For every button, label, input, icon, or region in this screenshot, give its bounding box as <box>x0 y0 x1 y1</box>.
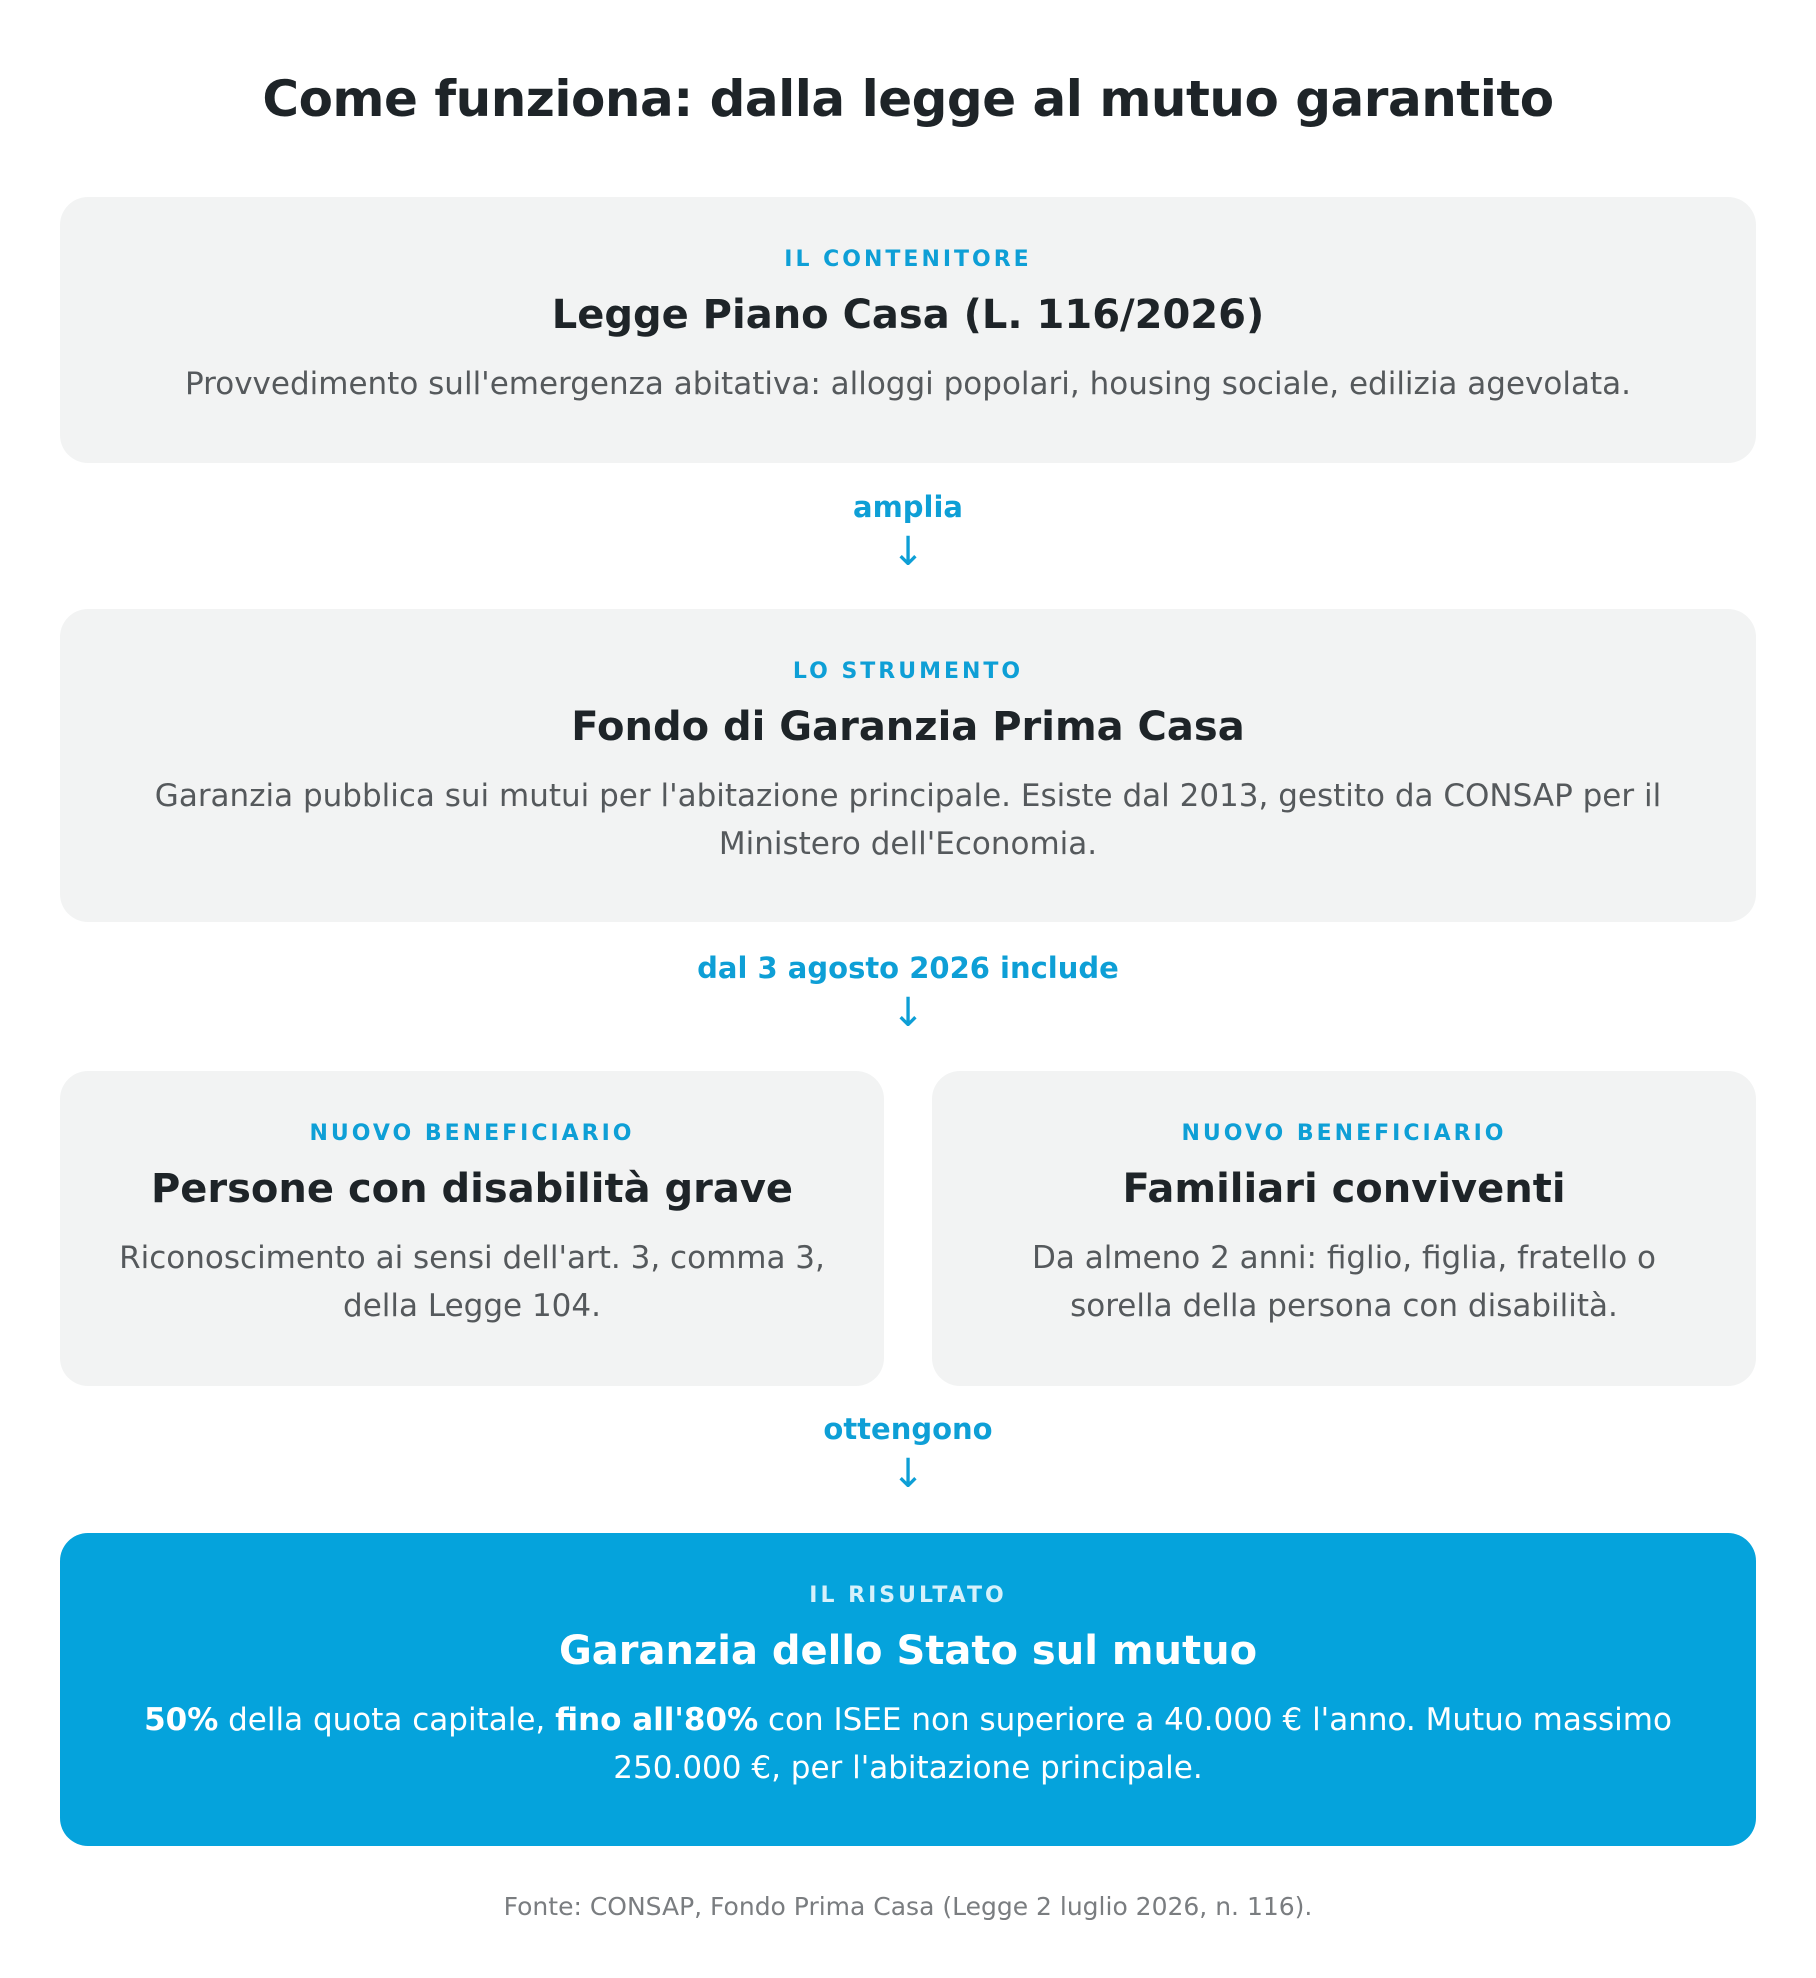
arrow-down-icon: ↓ <box>891 1451 925 1497</box>
description-text: della quota capitale, <box>218 1702 556 1738</box>
card-title: Garanzia dello Stato sul mutuo <box>558 1628 1258 1674</box>
card-title: Legge Piano Casa (L. 116/2026) <box>551 292 1265 338</box>
card-description <box>120 1696 1696 1792</box>
card-beneficiario-disabilita <box>60 1071 884 1386</box>
page-title: Come funziona: dalla legge al mutuo garantito <box>262 70 1554 128</box>
card-description: Provvedimento sull'emergenza abitativa: alloggi popolari, housing sociale, edilizia agevolata. <box>185 366 1631 402</box>
connector-label: amplia <box>853 490 963 524</box>
card-eyebrow: LO STRUMENTO <box>792 659 1024 684</box>
connector-include <box>0 951 1816 1035</box>
card-description: Da almeno 2 anni: figlio, figlia, fratello o sorella della persona con disabilità. <box>1032 1240 1656 1324</box>
arrow-down-icon: ↓ <box>891 990 925 1036</box>
connector-amplia <box>0 490 1816 574</box>
card-description: Garanzia pubblica sui mutui per l'abitazione principale. Esiste dal 2013, gestito da CONSAP per il Ministero dell'Economia. <box>154 778 1662 862</box>
card-risultato <box>60 1533 1756 1846</box>
highlight-max-percent: fino all'80% <box>555 1702 759 1738</box>
card-description: Riconoscimento ai sensi dell'art. 3, comma 3, della Legge 104. <box>119 1240 825 1324</box>
arrow-down-icon: ↓ <box>891 529 925 575</box>
card-eyebrow: IL CONTENITORE <box>784 247 1032 272</box>
connector-ottengono <box>0 1412 1816 1496</box>
card-strumento <box>60 609 1756 922</box>
card-title: Fondo di Garanzia Prima Casa <box>571 704 1245 750</box>
card-contenitore <box>60 197 1756 463</box>
connector-label: ottengono <box>823 1412 993 1446</box>
highlight-percent: 50% <box>144 1702 219 1738</box>
card-eyebrow: IL RISULTATO <box>809 1583 1007 1608</box>
card-beneficiario-familiari <box>932 1071 1756 1386</box>
source-footer: Fonte: CONSAP, Fondo Prima Casa (Legge 2 luglio 2026, n. 116). <box>503 1892 1313 1921</box>
card-eyebrow: NUOVO BENEFICIARIO <box>1181 1121 1507 1146</box>
card-eyebrow: NUOVO BENEFICIARIO <box>309 1121 635 1146</box>
description-text: con ISEE non superiore a 40.000 € l'anno. Mutuo massimo 250.000 €, per l'abitazione principale. <box>613 1702 1672 1786</box>
card-title: Familiari conviventi <box>1122 1166 1566 1212</box>
connector-label: dal 3 agosto 2026 include <box>697 951 1119 985</box>
card-title: Persone con disabilità grave <box>150 1166 794 1212</box>
